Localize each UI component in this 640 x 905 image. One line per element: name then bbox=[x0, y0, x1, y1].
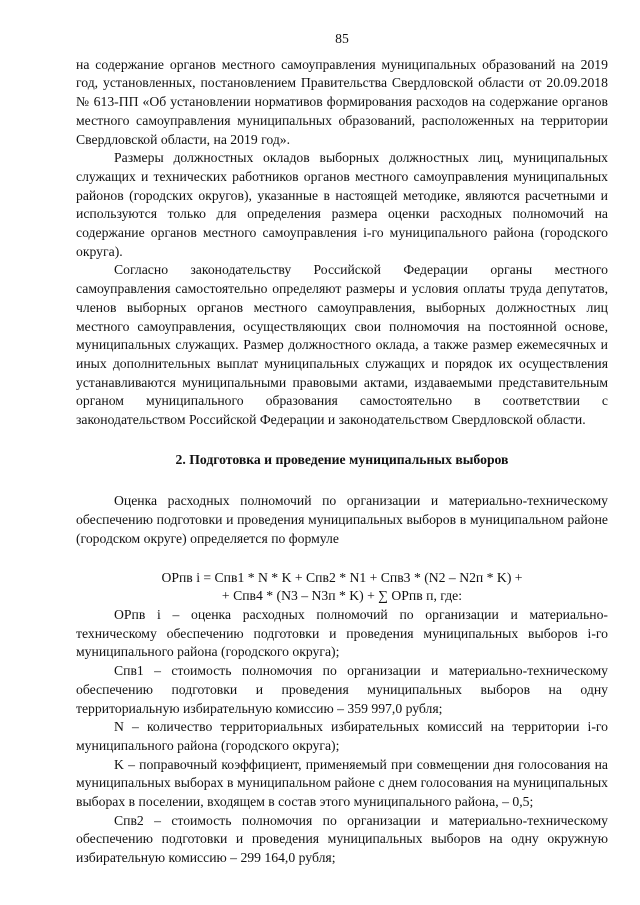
paragraph-intro: Оценка расходных полномочий по организации и материально-техническому обеспечению подготовки и проведения муниципальных выборов в муниципальном районе (городском округе) определяется по формуле bbox=[76, 493, 608, 546]
paragraph-legislation: Согласно законодательству Российской Федерации органы местного самоуправления самостоятельно определяют размеры и условия оплаты труда депутатов, членов выборных органов местного самоуправления, выборных должностных лиц местного самоуправления, осуществляющих свои полномочия на постоянной основе, муниципальных служащих. Размер должностного оклада, а также размер ежемесячных и иных дополнительных выплат муниципальных служащих и порядок их осуществления устанавливаются муниципальными правовыми актами, издаваемыми представительным органом муниципального образования самостоятельно в соответствии с законодательством Российской Федерации и законодательством Свердловской области. bbox=[76, 262, 608, 428]
section-heading: 2. Подготовка и проведение муниципальных выборов bbox=[175, 451, 509, 467]
definition-spv2: Спв2 – стоимость полномочия по организации и материально-техническому обеспечению подготовки и проведения муниципальных выборов на одну окружную избирательную комиссию – 299 164,0 рубля; bbox=[76, 812, 608, 866]
formula bbox=[76, 569, 608, 606]
definition-orpv: ОРпв i – оценка расходных полномочий по организации и материально-техническому обеспечению подготовки и проведения муниципальных выборов i-го муниципального района (городского округа); bbox=[76, 606, 608, 660]
formula-line-1: ОРпв i = Спв1 * N * K + Спв2 * N1 + Спв3 * (N2 – N2п * K) + bbox=[161, 569, 523, 585]
definition-n: N – количество территориальных избирательных комиссий на территории i-го муниципального района (городского округа); bbox=[76, 719, 608, 753]
document-page bbox=[76, 30, 608, 868]
definition-k: K – поправочный коэффициент, применяемый при совмещении дня голосования на муниципальных выборах в муниципальном районе с днем голосования на муниципальных выборах в поселении, входящем в состав этого муниципального района, – 0,5; bbox=[76, 756, 608, 810]
page-number: 85 bbox=[335, 31, 349, 46]
formula-line-2: + Спв4 * (N3 – N3п * K) + ∑ ОРпв п, где: bbox=[221, 588, 463, 604]
definition-spv1: Спв1 – стоимость полномочия по организации и материально-техническому обеспечению подготовки и проведения муниципальных выборов на одну территориальную избирательную комиссию – 359 997,0 рубля; bbox=[76, 663, 608, 716]
paragraph-normatives: на содержание органов местного самоуправления муниципальных образований на 2019 год, установленных, постановлением Правительства Свердловской области от 20.09.2018 № 613-ПП «Об установлении нормативов формирования расходов на содержание органов местного самоуправления муниципальных образований, расположенных на территории Свердловской области, на 2019 год». bbox=[76, 56, 608, 147]
paragraph-salary-sizes: Размеры должностных окладов выборных должностных лиц, муниципальных служащих и технических работников органов местного самоуправления муниципальных районов (городских округов), указанные в настоящей методике, являются расчетными и используются только для определения размера оценки расходных полномочий на содержание органов местного самоуправления i-го муниципального района (городского округа). bbox=[76, 150, 608, 259]
